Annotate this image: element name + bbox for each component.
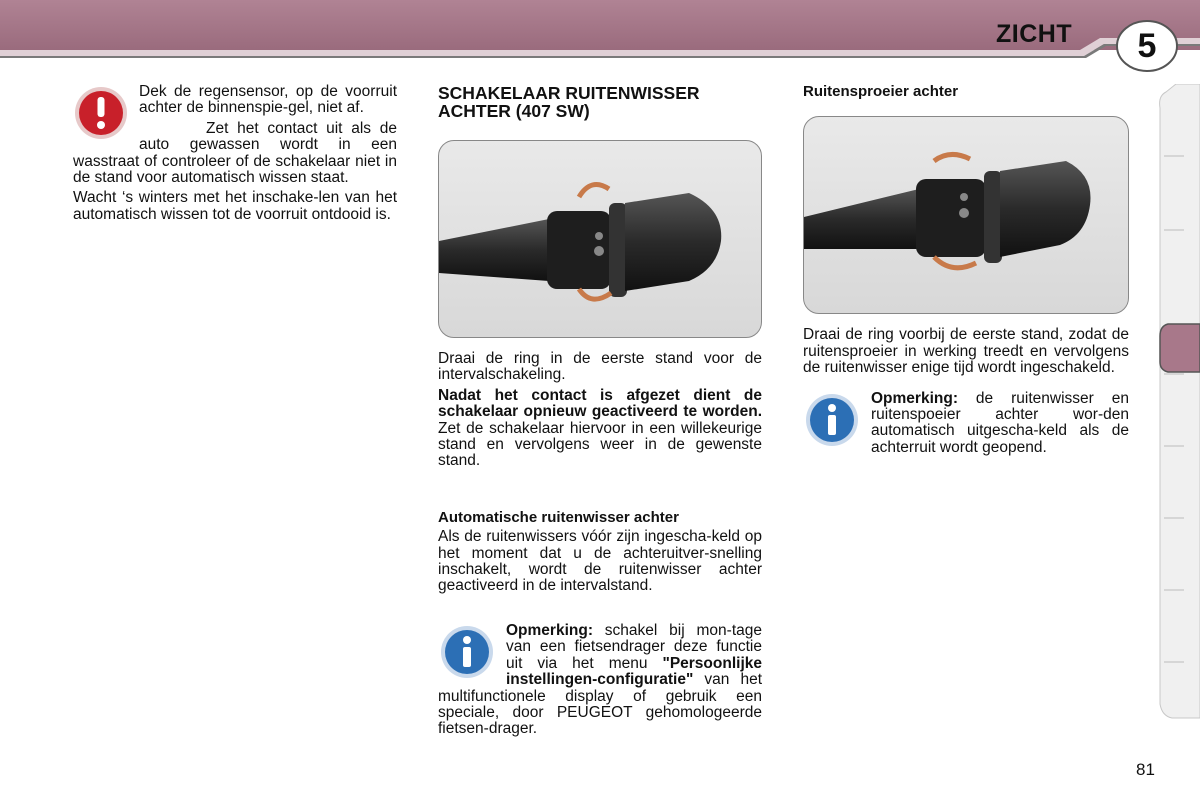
- chapter-number: 5: [1137, 27, 1157, 65]
- note-menu-name: "Persoonlijke instellingen-configuratie": [506, 654, 762, 689]
- warning-block: [73, 84, 397, 227]
- rear-wiper-switch-section: [438, 84, 762, 742]
- section-heading: [438, 84, 762, 120]
- reactivation-bold-text: Nadat het contact is afgezet dient de schakelaar opnieuw geactiveerd te worden.: [438, 386, 762, 421]
- note-label: Opmerking:: [506, 621, 593, 639]
- active-chapter-tab[interactable]: [1160, 324, 1200, 372]
- exclamation-warning-icon: [73, 84, 129, 142]
- section-heading-line-1: SCHAKELAAR RUITENWISSER: [438, 83, 700, 103]
- info-icon: [438, 623, 496, 681]
- rear-washer-heading: Ruitensproeier achter: [803, 83, 959, 100]
- section-title: ZICHT: [996, 20, 1073, 48]
- warning-paragraph-1: Dek de regensensor, op de voorruit achter de binnenspie-gel, niet af.: [139, 83, 397, 117]
- warning-paragraph-2-text: Zet het contact uit als de auto gewassen wordt in een wasstraat of controleer of de schakelaar niet in de stand voor automatisch wissen staat.: [73, 119, 397, 187]
- chapter-tabs-sidebar: [1158, 84, 1200, 720]
- washer-paragraph: Draai de ring voorbij de eerste stand, zodat de ruitensproeier in werking treedt en vervolgens de ruitenwisser enige tijd wordt ingeschakeld.: [803, 326, 1129, 377]
- wiper-stalk-illustration: [439, 141, 761, 337]
- auto-rear-wiper-paragraph: Als de ruitenwissers vóór zijn ingescha-keld op het moment dat u de achteruitver-snelling inschakelt, wordt de ruitenwisser achter geactiveerd in de intervalstand.: [438, 528, 762, 595]
- note-text-2: van het multifunctionele display of gebruik een speciale, door PEUGEOT gehomologeerde fietsen-drager.: [438, 671, 762, 738]
- tailgate-note: [803, 391, 1129, 457]
- wiper-stalk-illustration-2: [804, 117, 1128, 313]
- auto-rear-wiper-heading: Automatische ruitenwisser achter: [438, 508, 679, 526]
- tailgate-note-label: Opmerking:: [871, 389, 958, 407]
- page-number: 81: [1136, 760, 1155, 779]
- page-header: [0, 0, 1200, 72]
- interval-paragraph: Draai de ring in de eerste stand voor de intervalschakeling.: [438, 350, 762, 384]
- section-heading-line-2: ACHTER (407 SW): [438, 101, 590, 121]
- note-text-1: schakel bij mon-tage van een fietsendrager deze functie uit via het menu: [506, 621, 762, 672]
- reactivation-paragraph: [438, 388, 762, 470]
- info-icon: [803, 391, 861, 449]
- wiper-stalk-photo-washer: [803, 116, 1129, 314]
- bike-carrier-note: [438, 623, 762, 738]
- tailgate-note-body: de ruitenwisser en ruitenspoeier achter wor-den automatisch uitgescha-keld als de achterruit wordt geopend.: [871, 389, 1129, 456]
- wiper-stalk-photo-interval: [438, 140, 762, 338]
- rear-washer-section: [803, 84, 1129, 460]
- reactivation-text: Zet de schakelaar hiervoor in een willekeurige stand en vervolgens weer in de gewenste stand.: [438, 419, 762, 470]
- warning-paragraph-3: Wacht ‘s winters met het inschake-len van het automatisch wissen tot de voorruit ontdooid is.: [73, 189, 397, 223]
